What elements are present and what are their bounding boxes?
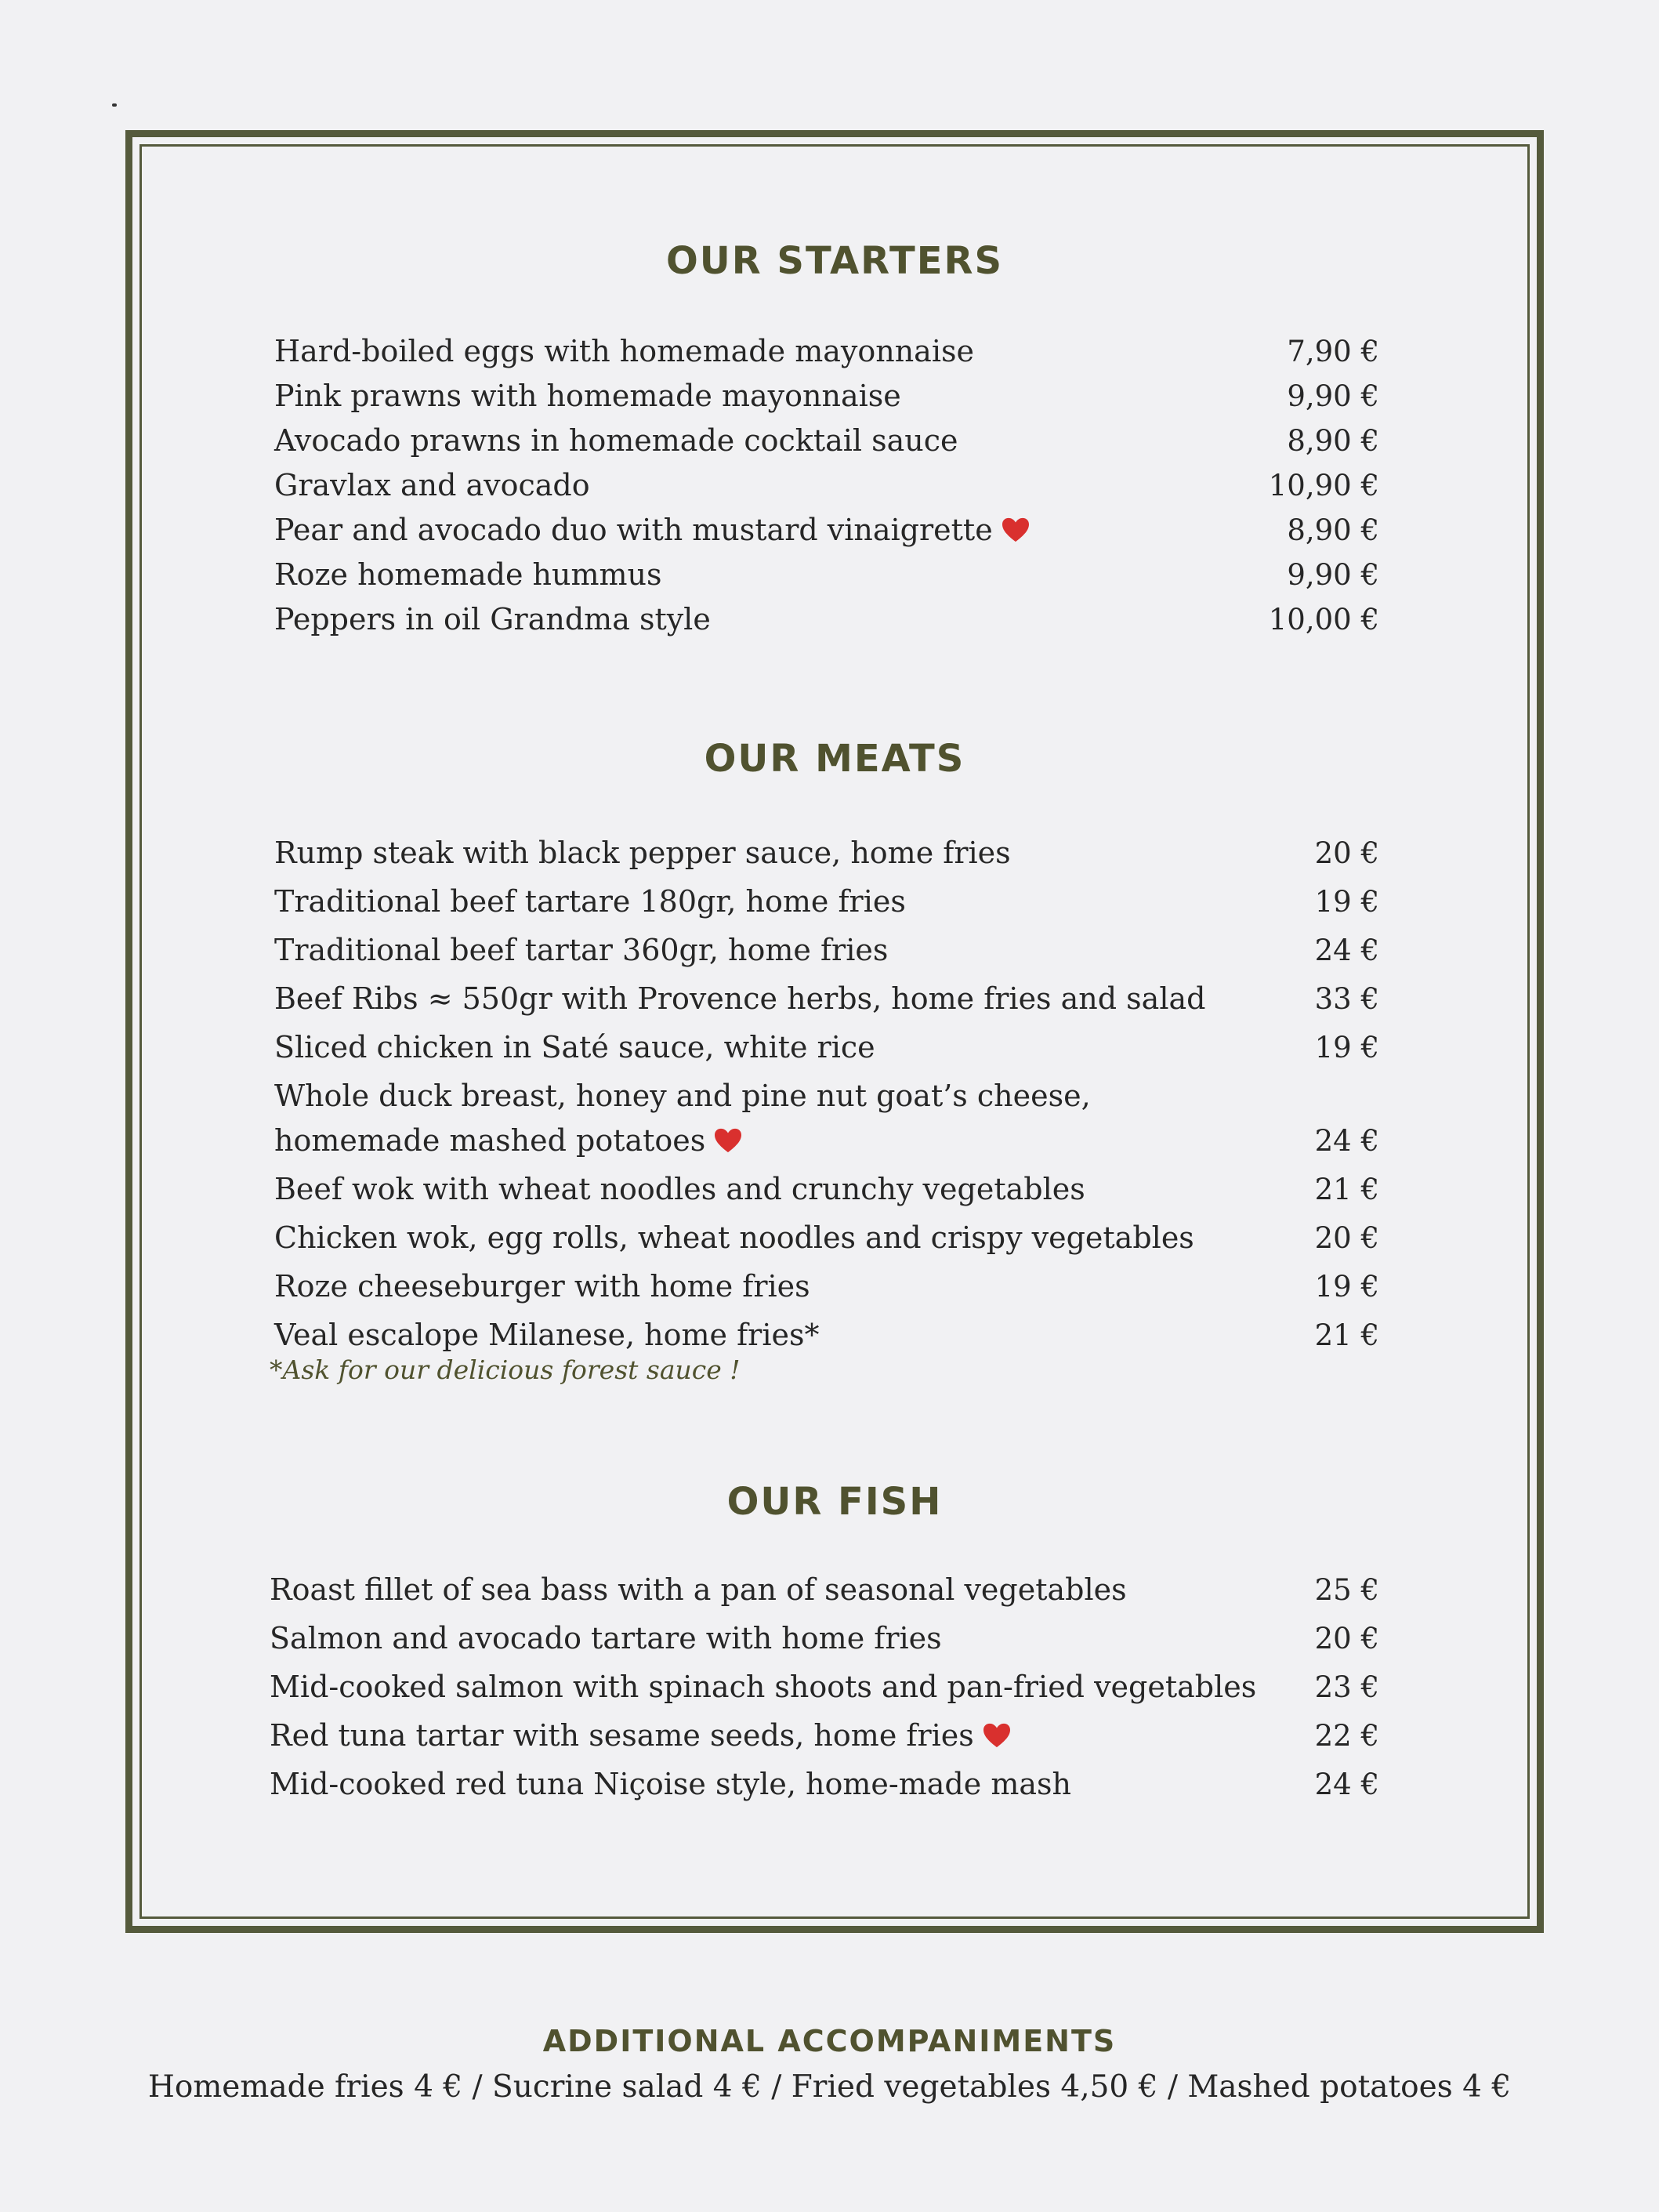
dish-name-multiline (274, 1074, 1091, 1163)
dish-name: Beef Ribs ≈ 550gr with Provence herbs, home fries and salad (274, 981, 1206, 1016)
menu-item (270, 1568, 1379, 1612)
dish-name: Peppers in oil Grandma style (274, 602, 711, 636)
accompaniments-title: ADDITIONAL ACCOMPANIMENTS (542, 2024, 1117, 2058)
menu-item (274, 419, 1379, 463)
dish-price: 20 € (1314, 836, 1379, 870)
menu-item (274, 1313, 1379, 1358)
dish-name: Pear and avocado duo with mustard vinaigrette (274, 513, 993, 547)
fish-title: OUR FISH (726, 1480, 943, 1524)
dish-name: Hard-boiled eggs with homemade mayonnaise (274, 334, 974, 368)
dish-price: 9,90 € (1287, 379, 1379, 413)
dish-price: 21 € (1314, 1173, 1379, 1206)
meats-title: OUR MEATS (704, 737, 965, 781)
dish-price: 10,90 € (1268, 469, 1379, 502)
dish-price: 21 € (1314, 1318, 1379, 1352)
corner-mark (112, 103, 117, 107)
dish-name: Pink prawns with homemade mayonnaise (274, 379, 901, 413)
dish-price: 20 € (1314, 1622, 1379, 1655)
dish-price: 9,90 € (1287, 558, 1379, 592)
menu-item (274, 329, 1379, 374)
meats-list (274, 831, 1379, 1358)
dish-price: 23 € (1314, 1670, 1379, 1704)
dish-name-line-2: homemade mashed potatoes (274, 1123, 706, 1158)
dish-name: Red tuna tartar with sesame seeds, home fries (270, 1718, 974, 1753)
dish-price: 24 € (1314, 1124, 1379, 1158)
menu-item (274, 879, 1379, 924)
dish-price: 19 € (1314, 1031, 1379, 1064)
dish-name: Roze homemade hummus (274, 557, 662, 592)
menu-item (274, 374, 1379, 419)
dish-price: 33 € (1314, 982, 1379, 1016)
dish-name: Chicken wok, egg rolls, wheat noodles and crispy vegetables (274, 1220, 1194, 1255)
heart-icon (982, 1722, 1012, 1749)
menu-item (274, 928, 1379, 973)
menu-item (274, 553, 1379, 597)
menu-item (274, 977, 1379, 1021)
menu-item (270, 1665, 1379, 1710)
dish-name: Traditional beef tartar 360gr, home fries (274, 933, 889, 967)
dish-name-with-heart (274, 508, 1031, 553)
dish-name: Avocado prawns in homemade cocktail sauce (274, 423, 958, 458)
dish-name-line-1: Whole duck breast, honey and pine nut goat’s cheese, (274, 1079, 1091, 1113)
dish-price: 24 € (1314, 1768, 1379, 1801)
menu-item (270, 1616, 1379, 1661)
dish-name: Beef wok with wheat noodles and crunchy vegetables (274, 1172, 1085, 1206)
menu-item (270, 1762, 1379, 1807)
dish-price: 25 € (1314, 1573, 1379, 1607)
dish-price: 8,90 € (1287, 424, 1379, 458)
menu-item (274, 831, 1379, 876)
menu-item (274, 1216, 1379, 1260)
menu-item (274, 597, 1379, 642)
starters-title: OUR STARTERS (665, 239, 1004, 283)
heart-icon (1001, 517, 1031, 543)
dish-price: 7,90 € (1287, 335, 1379, 368)
dish-name-line-2-wrap (274, 1119, 1091, 1163)
starters-list (274, 329, 1379, 642)
accompaniments-text: Homemade fries 4 € / Sucrine salad 4 € / Fried vegetables 4,50 € / Mashed potatoes 4 € (147, 2069, 1512, 2105)
dish-name: Veal escalope Milanese, home fries* (274, 1318, 820, 1352)
dish-name: Traditional beef tartare 180gr, home fries (274, 884, 906, 919)
dish-name: Mid-cooked salmon with spinach shoots and pan-fried vegetables (270, 1670, 1257, 1704)
fish-list (270, 1568, 1379, 1807)
dish-price: 19 € (1314, 1270, 1379, 1304)
menu-item (274, 1167, 1379, 1212)
menu-item (270, 1713, 1379, 1758)
dish-name: Salmon and avocado tartare with home fries (270, 1621, 942, 1655)
meats-footnote: *Ask for our delicious forest sauce ! (270, 1354, 741, 1385)
dish-name: Rump steak with black pepper sauce, home fries (274, 836, 1011, 870)
dish-price: 22 € (1314, 1719, 1379, 1753)
menu-item (274, 1264, 1379, 1309)
dish-name: Roze cheeseburger with home fries (274, 1269, 810, 1304)
dish-price: 10,00 € (1268, 603, 1379, 636)
dish-name: Gravlax and avocado (274, 468, 590, 502)
heart-icon (713, 1127, 743, 1154)
dish-name: Roast fillet of sea bass with a pan of seasonal vegetables (270, 1572, 1127, 1607)
dish-price: 8,90 € (1287, 513, 1379, 547)
dish-price: 24 € (1314, 934, 1379, 967)
menu-item (274, 508, 1379, 553)
menu-item (274, 463, 1379, 508)
dish-price: 20 € (1314, 1221, 1379, 1255)
menu-item (274, 1074, 1379, 1163)
menu-item (274, 1025, 1379, 1070)
dish-name: Mid-cooked red tuna Niçoise style, home-made mash (270, 1767, 1071, 1801)
dish-price: 19 € (1314, 885, 1379, 919)
dish-name-with-heart (270, 1713, 1012, 1758)
dish-name: Sliced chicken in Saté sauce, white rice (274, 1030, 875, 1064)
